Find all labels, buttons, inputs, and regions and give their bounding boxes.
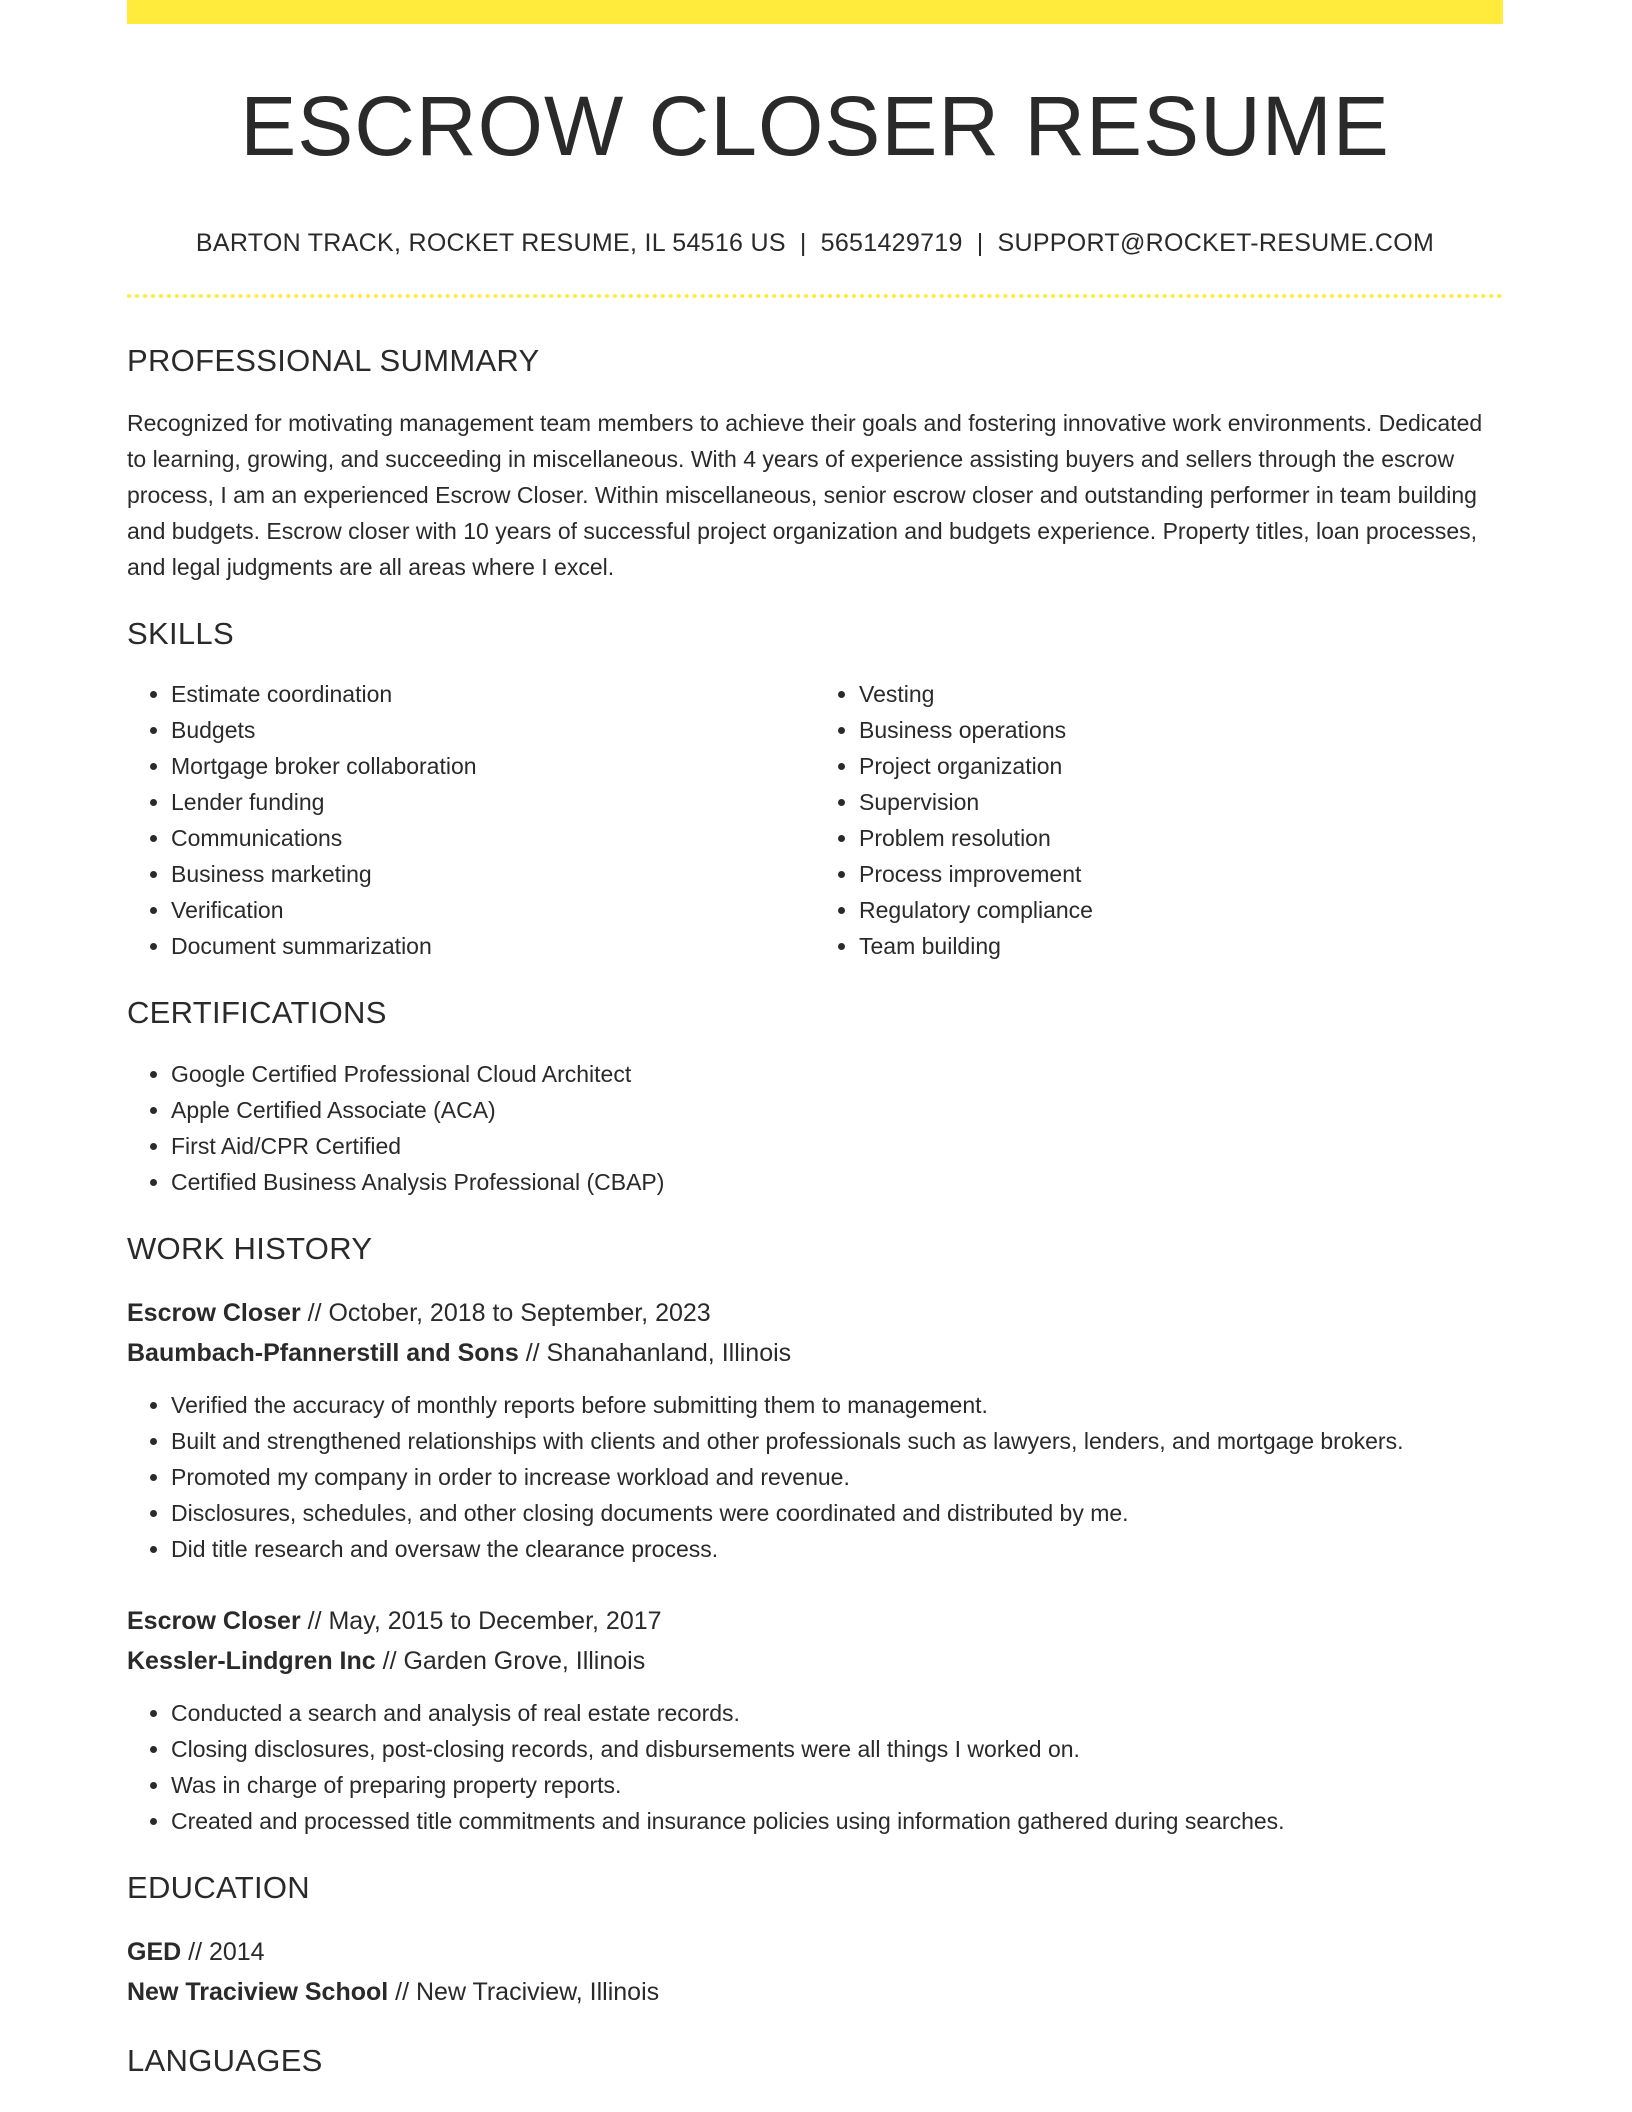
- education-school: New Traciview School: [127, 1977, 389, 2006]
- list-item: • Document summarization: [171, 928, 815, 964]
- list-item: • Promoted my company in order to increase workload and revenue.: [171, 1459, 1503, 1495]
- list-item: • Problem resolution: [859, 820, 1503, 856]
- job-dates: // October, 2018 to September, 2023: [300, 1298, 711, 1327]
- list-item: • Business marketing: [171, 856, 815, 892]
- education-school-line: [127, 1972, 1503, 2012]
- contact-separator: |: [976, 229, 984, 257]
- list-item: • Estimate coordination: [171, 676, 815, 712]
- job-duties-list: [127, 1695, 1503, 1839]
- list-item: • Certified Business Analysis Professional (CBAP): [171, 1164, 1503, 1200]
- summary-heading: PROFESSIONAL SUMMARY: [127, 343, 540, 378]
- certifications-heading: CERTIFICATIONS: [127, 995, 387, 1031]
- resume-title: ESCROW CLOSER RESUME: [240, 79, 1390, 173]
- list-item: • Process improvement: [859, 856, 1503, 892]
- contact-email: SUPPORT@ROCKET-RESUME.COM: [997, 229, 1435, 257]
- job-location: // Garden Grove, Illinois: [375, 1646, 646, 1675]
- list-item: • Supervision: [859, 784, 1503, 820]
- summary-text: Recognized for motivating management team members to achieve their goals and fostering innovative work environments. Dedicated to learning, growing, and succeeding in miscellaneous. With 4 years of experience assisting buyers and sellers through the escrow process, I am an experienced Escrow Closer. Within miscellaneous, senior escrow closer and outstanding performer in team building and budgets. Escrow closer with 10 years of successful project organization and budgets experience. Property titles, loan processes, and legal judgments are all areas where I excel.: [127, 410, 1483, 581]
- list-item: • Conducted a search and analysis of real estate records.: [171, 1695, 1503, 1731]
- contact-phone: 5651429719: [820, 229, 963, 257]
- job-company-line: [127, 1333, 1503, 1373]
- list-item: • Team building: [859, 928, 1503, 964]
- list-item: • Project organization: [859, 748, 1503, 784]
- dotted-divider: [127, 294, 1503, 298]
- list-item: • Built and strengthened relationships with clients and other professionals such as lawyers, lenders, and mortgage brokers.: [171, 1423, 1503, 1459]
- certifications-list: [127, 1056, 1503, 1200]
- work-history-heading: WORK HISTORY: [127, 1230, 373, 1266]
- list-item: • Disclosures, schedules, and other closing documents were coordinated and distributed by me.: [171, 1495, 1503, 1531]
- job-title-line: [127, 1293, 1503, 1333]
- list-item: • Was in charge of preparing property reports.: [171, 1767, 1503, 1803]
- skills-grid: [127, 652, 1503, 964]
- job-title-line: [127, 1601, 1503, 1641]
- list-item: • Created and processed title commitments and insurance policies using information gathered during searches.: [171, 1803, 1503, 1839]
- accent-top-bar: [127, 0, 1503, 24]
- list-item: • First Aid/CPR Certified: [171, 1128, 1503, 1164]
- list-item: • Budgets: [171, 712, 815, 748]
- list-item: • Apple Certified Associate (ACA): [171, 1092, 1503, 1128]
- job-title: Escrow Closer: [127, 1606, 301, 1635]
- list-item: • Mortgage broker collaboration: [171, 748, 815, 784]
- list-item: • Verified the accuracy of monthly reports before submitting them to management.: [171, 1387, 1503, 1423]
- list-item: • Google Certified Professional Cloud Architect: [171, 1056, 1503, 1092]
- education-degree: GED: [127, 1937, 182, 1966]
- education-heading: EDUCATION: [127, 1869, 310, 1905]
- list-item: • Verification: [171, 892, 815, 928]
- list-item: • Vesting: [859, 676, 1503, 712]
- contact-address: BARTON TRACK, ROCKET RESUME, IL 54516 US: [195, 229, 786, 257]
- list-item: • Communications: [171, 820, 815, 856]
- list-item: • Business operations: [859, 712, 1503, 748]
- job-location: // Shanahanland, Illinois: [518, 1338, 792, 1367]
- list-item: • Did title research and oversaw the clearance process.: [171, 1531, 1503, 1567]
- job-company: Kessler-Lindgren Inc: [127, 1646, 376, 1675]
- job-title: Escrow Closer: [127, 1298, 301, 1327]
- languages-heading: LANGUAGES: [127, 2042, 323, 2078]
- skills-list-right: [815, 676, 1503, 964]
- contact-line: [127, 228, 1503, 258]
- skills-heading: SKILLS: [127, 616, 234, 652]
- education-location: // New Traciview, Illinois: [388, 1977, 660, 2006]
- list-item: • Regulatory compliance: [859, 892, 1503, 928]
- education-year: // 2014: [181, 1937, 265, 1966]
- skills-list-left: [127, 676, 815, 964]
- list-item: • Lender funding: [171, 784, 815, 820]
- job-company-line: [127, 1641, 1503, 1681]
- resume-page: [127, 0, 1503, 2079]
- job-duties-list: [127, 1387, 1503, 1567]
- contact-separator: |: [799, 229, 807, 257]
- list-item: • Closing disclosures, post-closing records, and disbursements were all things I worked on.: [171, 1731, 1503, 1767]
- job-dates: // May, 2015 to December, 2017: [300, 1606, 662, 1635]
- education-degree-line: [127, 1932, 1503, 1972]
- job-company: Baumbach-Pfannerstill and Sons: [127, 1338, 519, 1367]
